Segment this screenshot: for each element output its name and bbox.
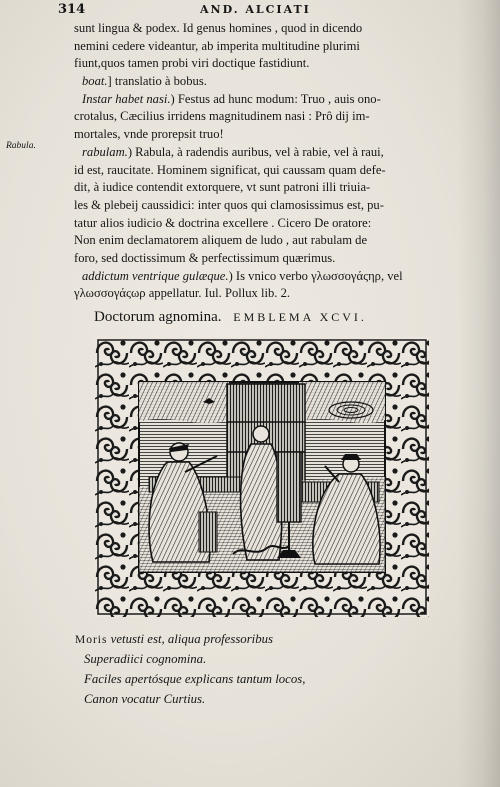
commentary-line bbox=[74, 268, 466, 286]
page-header bbox=[58, 2, 458, 18]
emblem-woodcut bbox=[95, 337, 429, 617]
commentary-text: nemini cedere videantur, ab imperita multitudine plurimi bbox=[74, 38, 360, 53]
commentary-text: sunt lingua & podex. Id genus homines , quod in dicendo bbox=[74, 21, 363, 35]
lemma: rabulam. bbox=[82, 144, 128, 159]
emblem-title: Doctorum agnomina. bbox=[94, 309, 222, 325]
commentary-line bbox=[74, 197, 466, 215]
commentary-text: ) Rabula, à radendis auribus, vel à rabie, vel à raui, bbox=[127, 144, 384, 159]
commentary-text: ] translatio à bobus. bbox=[107, 74, 207, 89]
commentary-line bbox=[74, 20, 466, 38]
epigram-text: Canon vocatur Curtius. bbox=[84, 692, 206, 706]
emblem-epigram bbox=[75, 629, 455, 709]
emblem-number: EMBLEMA XCVI. bbox=[233, 310, 367, 324]
commentary-text: γλωσσογάςωρ appellatur. Iul. Pollux lib. 2. bbox=[74, 286, 291, 301]
epigram-line bbox=[75, 649, 455, 669]
epigram-text: vetusti est, aliqua professoribus bbox=[107, 632, 274, 646]
page-number: 314 bbox=[58, 2, 86, 17]
commentary-text: mortales, vnde prorepsit truo! bbox=[74, 127, 224, 142]
commentary-text: tatur alios iudicio & doctrina excellere . Cicero De oratore: bbox=[74, 215, 372, 230]
commentary-text: les & plebeij caussidici: inter quos qui clamosissimus est, pu- bbox=[74, 197, 384, 212]
running-title: AND. ALCIATI bbox=[200, 3, 311, 16]
commentary-text: ) Festus ad hunc modum: Truo , auis ono- bbox=[170, 91, 381, 106]
commentary-line bbox=[74, 55, 466, 73]
commentary-line bbox=[74, 162, 466, 180]
commentary-text: ) Is vnico verbo γλωσσογάςηρ, vel bbox=[228, 268, 403, 283]
emblem-heading bbox=[94, 309, 464, 326]
margin-note: Rabula. bbox=[6, 141, 36, 151]
commentary-line bbox=[74, 250, 466, 268]
commentary-text: foro, sed doctissimum & perfectissimum quærimus. bbox=[74, 250, 336, 265]
commentary-line bbox=[74, 232, 466, 250]
commentary-line bbox=[74, 38, 466, 56]
lemma: boat. bbox=[82, 74, 108, 89]
commentary-text: crotalus, Cæcilius irridens magnitudinem nasi : Prô dij im- bbox=[74, 109, 370, 124]
commentary-line bbox=[74, 108, 466, 126]
epigram-line bbox=[75, 689, 455, 709]
epigram-text: Superadiici cognomina. bbox=[84, 652, 207, 666]
epigram-line bbox=[75, 669, 455, 689]
commentary-line bbox=[74, 285, 466, 303]
epigram-text: Faciles apertósque explicans tantum locos, bbox=[84, 672, 306, 686]
commentary-text: dit, à iudice contendit extorquere, vt sunt patroni illi triuia- bbox=[74, 180, 371, 195]
commentary-line bbox=[74, 215, 466, 233]
lemma: Instar habet nasi. bbox=[82, 91, 171, 106]
commentary-line bbox=[74, 126, 466, 144]
commentary-text: Non enim declamatorem aliquem de ludo , aut rabulam de bbox=[74, 233, 368, 248]
commentary-block bbox=[74, 20, 466, 303]
lemma: addictum ventrique gulæque. bbox=[82, 268, 229, 283]
epigram-line bbox=[75, 629, 455, 649]
epigram-first-word: Moris bbox=[75, 634, 108, 646]
commentary-text: id est, raucitate. Hominem significat, qui caussam quam defe- bbox=[74, 162, 386, 177]
woodcut-illustration bbox=[95, 337, 429, 617]
commentary-line bbox=[74, 179, 466, 197]
commentary-line bbox=[74, 73, 466, 91]
commentary-line bbox=[74, 91, 466, 109]
commentary-line bbox=[74, 144, 466, 162]
commentary-text: fiunt,quos tamen probi viri doctique fastidiunt. bbox=[74, 56, 310, 71]
